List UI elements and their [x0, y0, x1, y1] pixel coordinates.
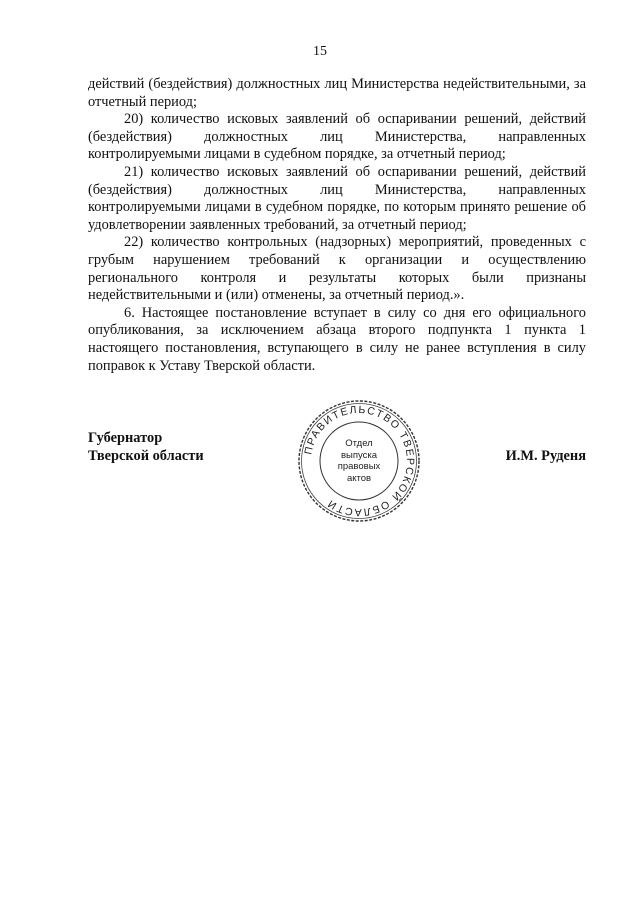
stamp-center-text — [296, 438, 422, 484]
official-stamp — [296, 398, 422, 524]
page-number: 15 — [313, 44, 327, 59]
document-body — [88, 76, 586, 375]
stamp-line: выпуска — [340, 449, 378, 461]
stamp-line: Отдел — [345, 438, 373, 449]
paragraph-item-22: 22) количество контрольных (надзорных) мероприятий, проведенных с грубым нарушением требований к организации и осуществлению регионального контроля и результаты которых были признаны недействительными и (или) отменены, за отчетный период.». — [88, 234, 586, 304]
signatory-region: Тверской области — [88, 448, 204, 464]
paragraph-item-20: 20) количество исковых заявлений об оспаривании решений, действий (бездействия) должностных лиц Министерства, направленных контролируемыми лицами в судебном порядке, за отчетный период; — [88, 111, 586, 163]
stamp-ring-text: ПРАВИТЕЛЬСТВО ТВЕРСКОЙ ОБЛАСТИ — [302, 403, 417, 519]
paragraph-section-6: 6. Настоящее постановление вступает в силу со дня его официального опубликования, за исключением абзаца второго подпункта 1 пункта 1 настоящего постановления, вступающего в силу не ранее вступления в силу поправок к Уставу Тверской области. — [88, 304, 586, 374]
signatory-name: И.М. Руденя — [505, 448, 586, 464]
paragraph-continuation: действий (бездействия) должностных лиц Министерства недействительными, за отчетный период; — [88, 76, 586, 110]
stamp-line: правовых — [337, 461, 381, 472]
signatory-position — [88, 429, 204, 465]
paragraph-item-21: 21) количество исковых заявлений об оспаривании решений, действий (бездействия) должностных лиц Министерства, направленных контролируемыми лицами в судебном порядке, по которым принято решение об удовлетворении заявленных требований, за отчетный период; — [88, 163, 586, 233]
signatory-title: Губернатор — [88, 430, 163, 446]
stamp-line: актов — [346, 472, 372, 484]
